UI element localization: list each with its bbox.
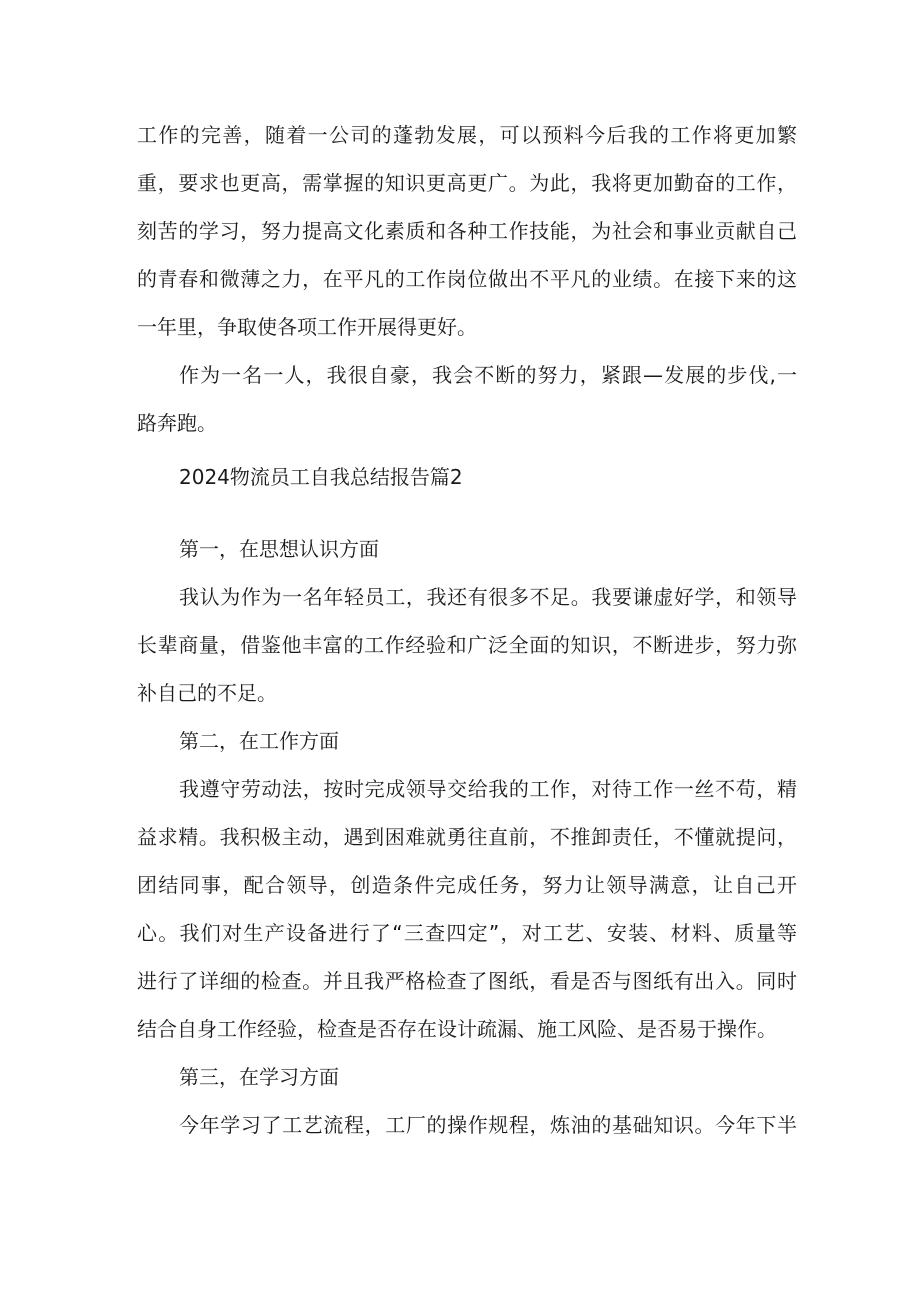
paragraph-line: 作为一名一人，我很自豪，我会不断的努力，紧跟—发展的步伐,一	[179, 363, 797, 387]
paragraph-line: 的青春和微薄之力，在平凡的工作岗位做出不平凡的业绩。在接下来的这	[137, 267, 797, 291]
paragraph-line: 重，要求也更高，需掌握的知识更高更广。为此，我将更加勤奋的工作，	[137, 171, 797, 195]
paragraph-line: 心。我们对生产设备进行了“三查四定”，对工艺、安装、材料、质量等	[137, 921, 797, 945]
paragraph-line: 补自己的不足。	[137, 681, 277, 705]
paragraph-line: 团结同事，配合领导，创造条件完成任务，努力让领导满意，让自己开	[137, 873, 797, 897]
paragraph-line: 一年里，争取使各项工作开展得更好。	[137, 315, 477, 339]
paragraph-line: 结合自身工作经验，检查是否存在设计疏漏、施工风险、是否易于操作。	[137, 1017, 777, 1041]
paragraph-line: 刻苦的学习，努力提高文化素质和各种工作技能，为社会和事业贡献自己	[137, 219, 797, 243]
paragraph-line: 我认为作为一名年轻员工，我还有很多不足。我要谦虚好学，和领导	[179, 585, 797, 609]
subheading: 第二，在工作方面	[179, 729, 339, 753]
paragraph-line: 长辈商量，借鉴他丰富的工作经验和广泛全面的知识，不断进步，努力弥	[137, 633, 797, 657]
subheading: 第一，在思想认识方面	[179, 537, 379, 561]
paragraph-line: 工作的完善，随着一公司的蓬勃发展，可以预料今后我的工作将更加繁	[137, 123, 797, 147]
section-title: 2024物流员工自我总结报告篇2	[179, 465, 463, 489]
paragraph-line: 我遵守劳动法，按时完成领导交给我的工作，对待工作一丝不苟，精	[179, 777, 797, 801]
paragraph-line: 路奔跑。	[137, 411, 217, 435]
subheading: 第三，在学习方面	[179, 1065, 339, 1089]
paragraph-line: 益求精。我积极主动，遇到困难就勇往直前，不推卸责任，不懂就提问，	[137, 825, 797, 849]
paragraph-line: 今年学习了工艺流程，工厂的操作规程，炼油的基础知识。今年下半	[179, 1113, 797, 1137]
paragraph-line: 进行了详细的检查。并且我严格检查了图纸，看是否与图纸有出入。同时	[137, 969, 797, 993]
